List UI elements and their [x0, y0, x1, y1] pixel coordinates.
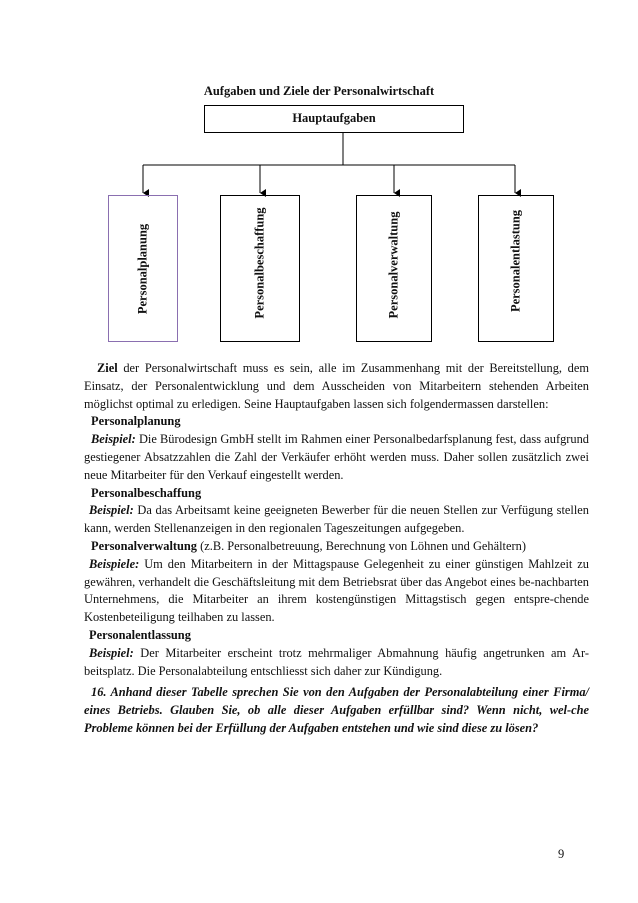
sub-box-personalentlastung	[478, 195, 554, 342]
sub-box-label: Personalverwaltung	[386, 211, 401, 318]
section-heading	[84, 538, 589, 556]
example-paragraph	[84, 556, 589, 627]
intro-text: der Personalwirtschaft muss es sein, alle im Zusammenhang mit der Bereitstellung, dem Einsatz, der Personalentwicklung und dem Ausscheiden von Mitarbeitern stehenden Arbeiten möglichst optimal zu erledigen. Seine Hauptaufgaben lassen sich folgendermassen darstellen:	[84, 361, 589, 411]
example-text: Da das Arbeitsamt keine geeigneten Bewerber für die neuen Stellen zur Verfügung stellen kann, werden Stellenanzeigen in den regionalen Tageszeitungen aufgegeben.	[84, 503, 589, 536]
heading-personalplanung: Personalplanung	[91, 414, 181, 429]
question-16: 16. Anhand dieser Tabelle sprechen Sie von den Aufgaben der Personalabteilung einer Firma/ eines Betriebs. Glauben Sie, ob alle dieser Aufgaben erfüllbar sind? Wenn nicht, wel-che Probleme können bei der Erfüllung der Aufgaben entstehen und wie sind diese zu lösen?	[84, 685, 589, 735]
example-label: Beispiel:	[89, 645, 134, 660]
main-task-box: Hauptaufgaben	[204, 105, 464, 133]
example-paragraph	[84, 431, 589, 484]
sub-box-label: Personalbeschaffung	[252, 206, 267, 319]
intro-lead: Ziel	[97, 361, 118, 375]
section-heading	[84, 485, 589, 503]
diagram-title: Aufgaben und Ziele der Personalwirtschaft	[203, 84, 435, 98]
example-paragraph	[84, 645, 589, 681]
section-heading	[84, 627, 589, 645]
sub-box-personalplanung	[108, 195, 178, 342]
example-text: Um den Mitarbeitern in der Mittagspause Gelegenheit zu einer günstigen Mahlzeit zu gewähren, verhandelt die Geschäftsleitung mit dem Betriebsrat über das Angebot eines be-nachbarten Unternehmens, die Mitarbeiter an ihrem kostengünstigen Mittagstisch gegen entspre-chende Kostenbeteiligung teilhaben zu lassen.	[84, 556, 589, 625]
example-label: Beispiel:	[91, 432, 136, 447]
body-text	[84, 360, 589, 738]
connector-lines	[0, 0, 638, 200]
sub-box-label: Personalplanung	[135, 223, 150, 314]
example-text: Der Mitarbeiter erscheint trotz mehrmaliger Abmahnung häufig angetrunken am Ar-beitsplatz. Die Personalabteilung entschliesst sich daher zur Kündigung.	[84, 645, 589, 678]
intro-paragraph	[84, 360, 589, 413]
page-number: 9	[558, 847, 565, 861]
example-text: Die Bürodesign GmbH stellt im Rahmen einer Personalbedarfsplanung fest, dass aufgrund gestiegener Absatzzahlen die Zahl der Verkäufer erhöht werden muss. Daher sollen zusätzlich zwei neue Mitarbeiter für den Verkauf eingestellt werden.	[84, 432, 589, 482]
heading-note: (z.B. Personalbetreuung, Berechnung von Löhnen und Gehältern)	[197, 538, 526, 553]
example-label: Beispiel:	[89, 503, 134, 518]
heading-personalbeschaffung: Personalbeschaffung	[91, 485, 202, 500]
heading-personalentlassung: Personalentlassung	[89, 627, 191, 642]
sub-box-personalbeschaffung	[220, 195, 300, 342]
sub-box-personalverwaltung	[356, 195, 432, 342]
section-heading	[84, 413, 589, 431]
sub-box-label: Personalentlastung	[508, 209, 523, 312]
example-paragraph	[84, 502, 589, 538]
heading-personalverwaltung: Personalverwaltung	[91, 538, 197, 553]
example-label: Beispiele:	[89, 556, 140, 571]
